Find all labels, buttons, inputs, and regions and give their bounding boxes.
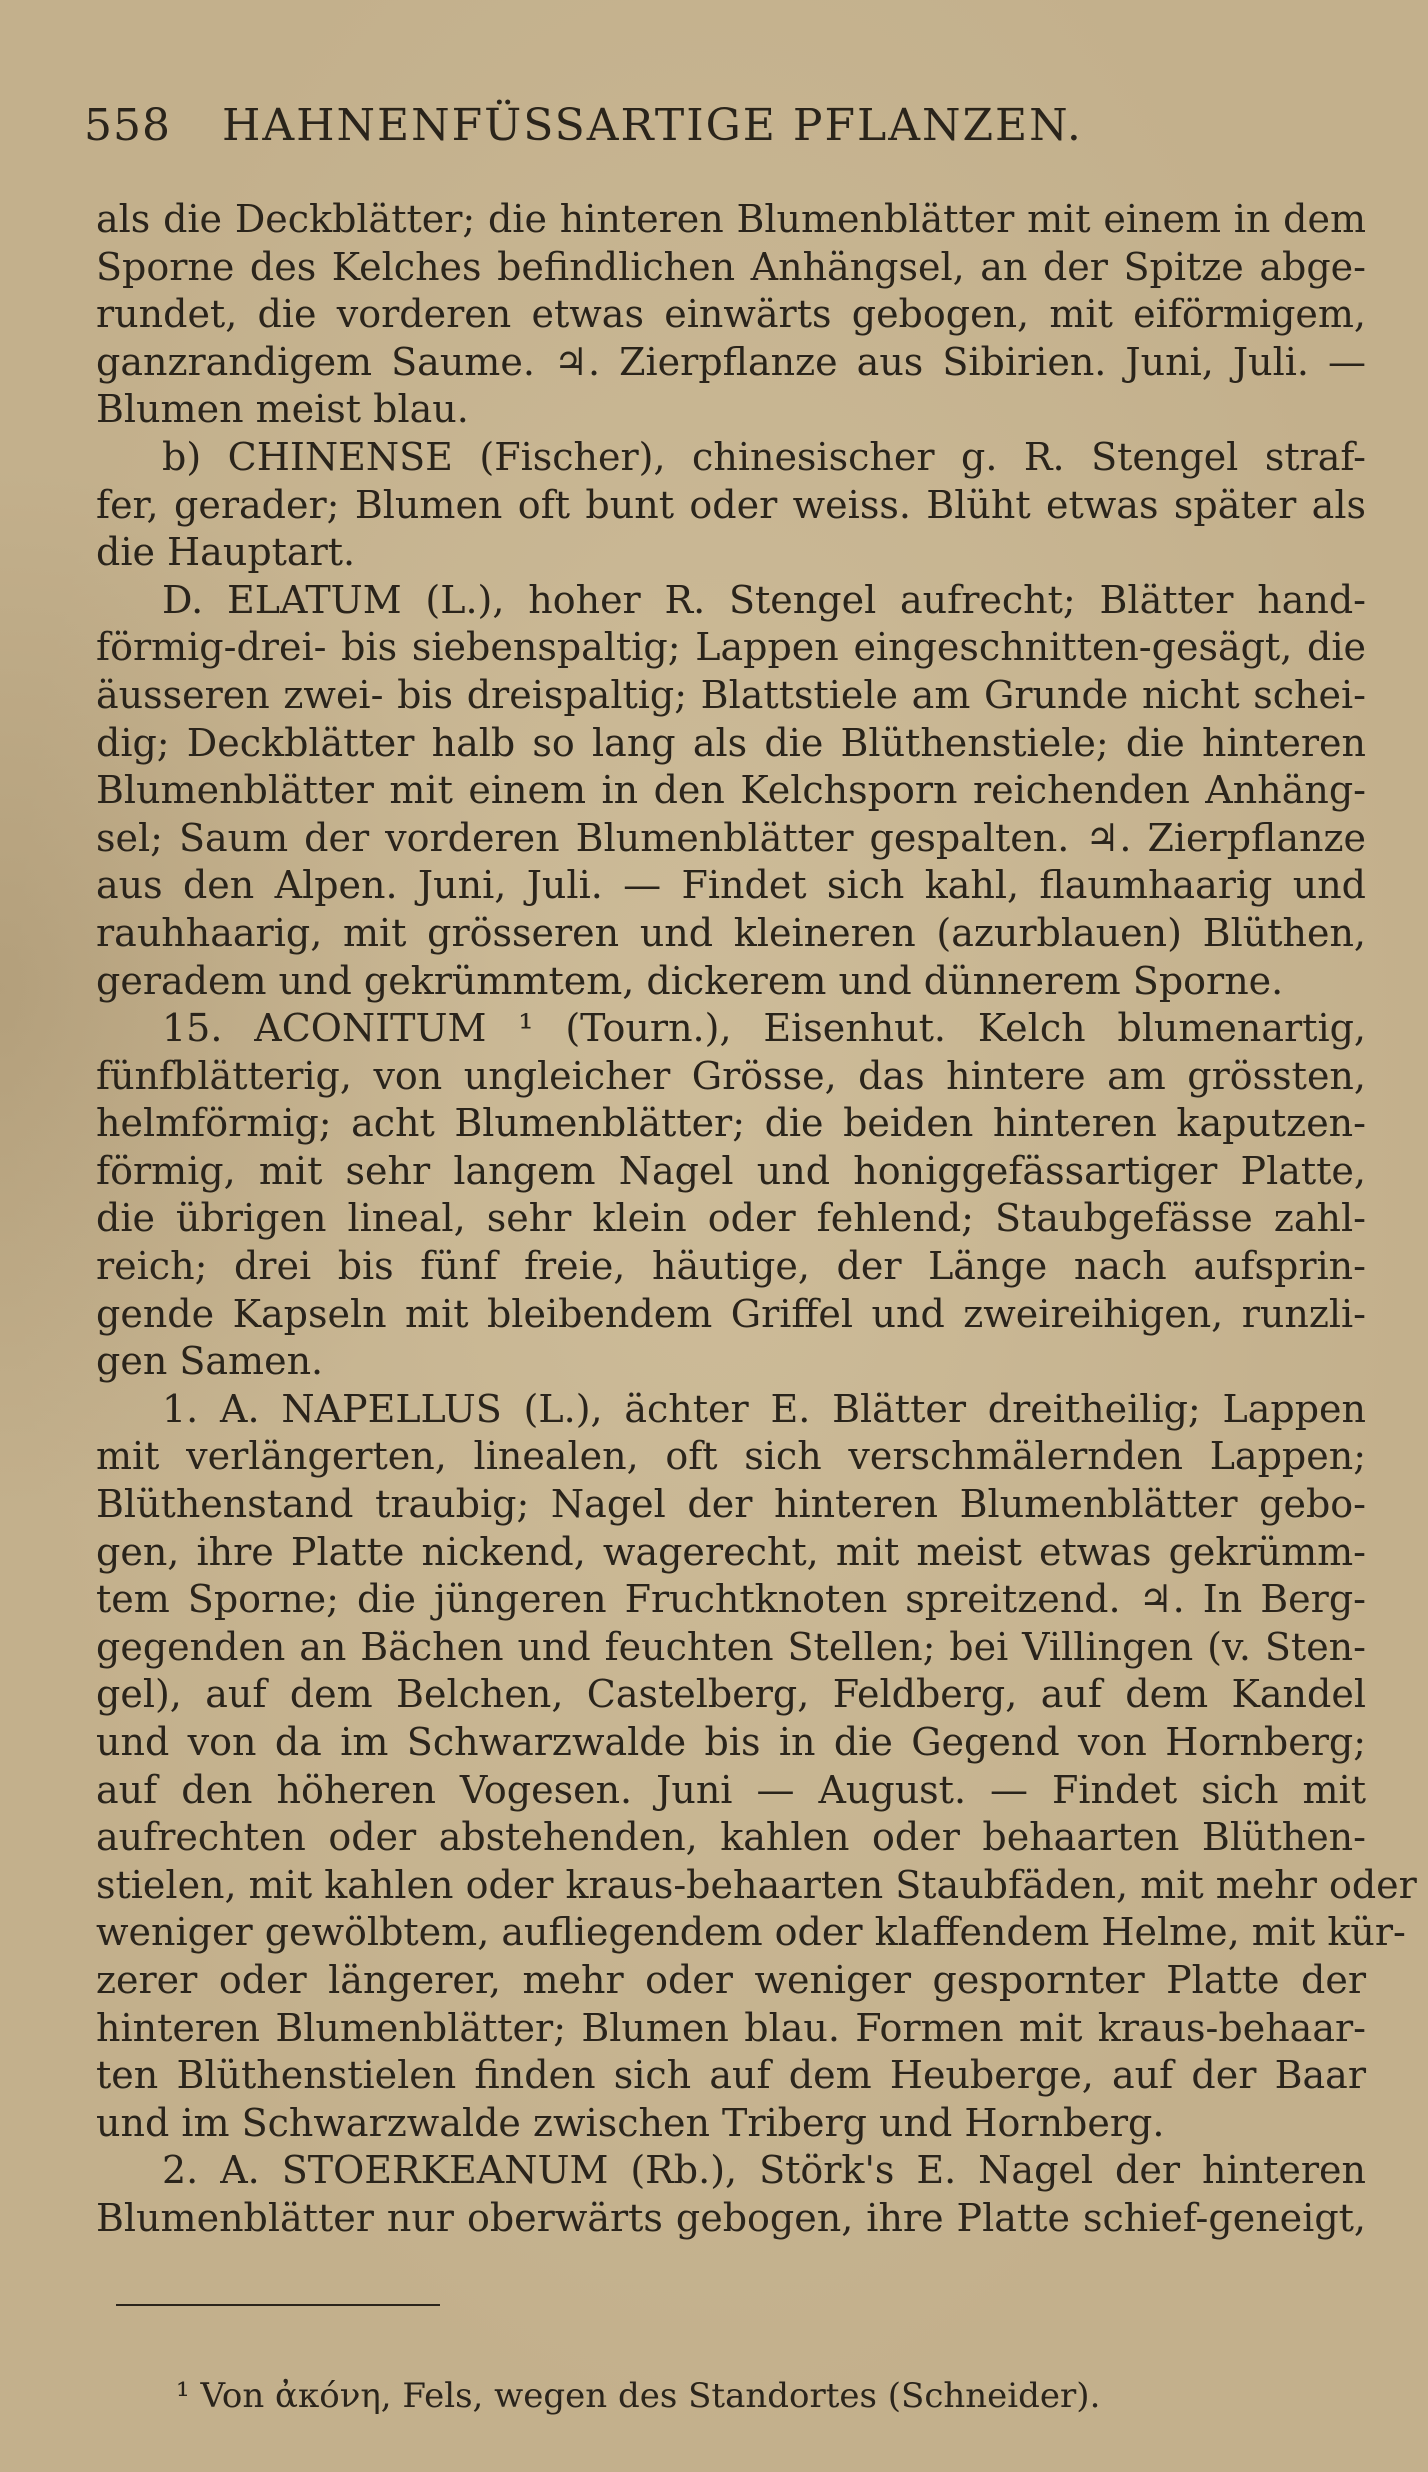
text-line: 15. ACONITUM ¹ (Tourn.), Eisenhut. Kelch blumenartig, (162, 1006, 1366, 1051)
text-line: dig; Deckblätter halb so lang als die Blüthenstiele; die hinteren (96, 720, 1366, 765)
text-line: sel; Saum der vorderen Blumenblätter gespalten. ♃. Zierpflanze (96, 815, 1366, 860)
running-title: HAHNENFÜSSARTIGE PFLANZEN. (221, 100, 1083, 151)
text-line: geradem und gekrümmtem, dickerem und dünnerem Sporne. (96, 958, 1284, 1003)
text-line: gegenden an Bächen und feuchten Stellen; bei Villingen (v. Sten- (96, 1624, 1366, 1669)
text-line: tem Sporne; die jüngeren Fruchtknoten spreitzend. ♃. In Berg- (96, 1577, 1366, 1622)
text-line: als die Deckblätter; die hinteren Blumenblätter mit einem in dem (96, 197, 1366, 241)
text-line: Sporne des Kelches befindlichen Anhängsel, an der Spitze abge- (96, 244, 1366, 289)
text-line: rauhhaarig, mit grösseren und kleineren (azurblauen) Blüthen, (96, 910, 1366, 955)
text-line: aufrechten oder abstehenden, kahlen oder behaarten Blüthen- (96, 1815, 1366, 1860)
text-line: förmig, mit sehr langem Nagel und honiggefässartiger Platte, (96, 1148, 1366, 1193)
text-line: gen Samen. (96, 1339, 324, 1384)
text-line: Blumen meist blau. (96, 387, 469, 432)
text-line: äusseren zwei- bis dreispaltig; Blattstiele am Grunde nicht schei- (96, 672, 1366, 717)
text-line: mit verlängerten, linealen, oft sich verschmälernden Lappen; (96, 1434, 1366, 1479)
text-line: die Hauptart. (96, 530, 356, 575)
text-line: die übrigen lineal, sehr klein oder fehlend; Staubgefässe zahl- (96, 1196, 1366, 1241)
text-line: zerer oder längerer, mehr oder weniger gespornter Platte der (96, 1957, 1366, 2002)
text-line: auf den höheren Vogesen. Juni — August. — Findet sich mit (96, 1767, 1366, 1812)
text-line: stielen, mit kahlen oder kraus-behaarten Staubfäden, mit mehr oder (96, 1862, 1417, 1907)
text-line: Blumenblätter mit einem in den Kelchsporn reichenden Anhäng- (96, 768, 1366, 813)
text-line: fer, gerader; Blumen oft bunt oder weiss. Blüht etwas später als (96, 482, 1366, 527)
text-line: gel), auf dem Belchen, Castelberg, Feldberg, auf dem Kandel (96, 1672, 1366, 1717)
text-line: rundet, die vorderen etwas einwärts gebogen, mit eiförmigem, (96, 292, 1366, 337)
text-line: fünfblätterig, von ungleicher Grösse, das hintere am grössten, (96, 1053, 1366, 1098)
text-line: aus den Alpen. Juni, Juli. — Findet sich kahl, flaumhaarig und (96, 863, 1366, 908)
text-line: weniger gewölbtem, aufliegendem oder klaffendem Helme, mit kür- (96, 1910, 1406, 1955)
text-line: Blüthenstand traubig; Nagel der hinteren Blumenblätter gebo- (96, 1482, 1366, 1527)
body-text (96, 196, 1417, 2243)
page-number: 558 (84, 100, 171, 151)
text-line: gen, ihre Platte nickend, wagerecht, mit meist etwas gekrümm- (96, 1529, 1366, 1574)
text-line: reich; drei bis fünf freie, häutige, der Länge nach aufsprin- (96, 1244, 1366, 1289)
footnote-rule (116, 2304, 440, 2306)
text-line: und von da im Schwarzwalde bis in die Gegend von Hornberg; (96, 1720, 1366, 1764)
text-line: b) CHINENSE (Fischer), chinesischer g. R. Stengel straf- (162, 434, 1366, 479)
text-line: D. ELATUM (L.), hoher R. Stengel aufrecht; Blätter hand- (162, 577, 1366, 622)
text-line: gende Kapseln mit bleibendem Griffel und zweireihigen, runzli- (96, 1291, 1366, 1336)
text-line: 1. A. NAPELLUS (L.), ächter E. Blätter dreitheilig; Lappen (162, 1386, 1366, 1431)
text-line: und im Schwarzwalde zwischen Triberg und Hornberg. (96, 2100, 1165, 2145)
text-line: förmig-drei- bis siebenspaltig; Lappen eingeschnitten-gesägt, die (96, 625, 1366, 670)
footnote: ¹ Von ἀκόνη, Fels, wegen des Standortes (Schneider). (176, 2376, 1101, 2416)
text-line: 2. A. STOERKEANUM (Rb.), Störk's E. Nagel der hinteren (162, 2148, 1366, 2193)
running-header (84, 100, 1354, 151)
text-line: helmförmig; acht Blumenblätter; die beiden hinteren kaputzen- (96, 1101, 1366, 1146)
text-line: ten Blüthenstielen finden sich auf dem Heuberge, auf der Baar (96, 2053, 1366, 2098)
text-line: hinteren Blumenblätter; Blumen blau. Formen mit kraus-behaar- (96, 2005, 1366, 2050)
text-line: ganzrandigem Saume. ♃. Zierpflanze aus Sibirien. Juni, Juli. — (96, 339, 1366, 384)
text-line: Blumenblätter nur oberwärts gebogen, ihre Platte schief-geneigt, (96, 2195, 1366, 2240)
